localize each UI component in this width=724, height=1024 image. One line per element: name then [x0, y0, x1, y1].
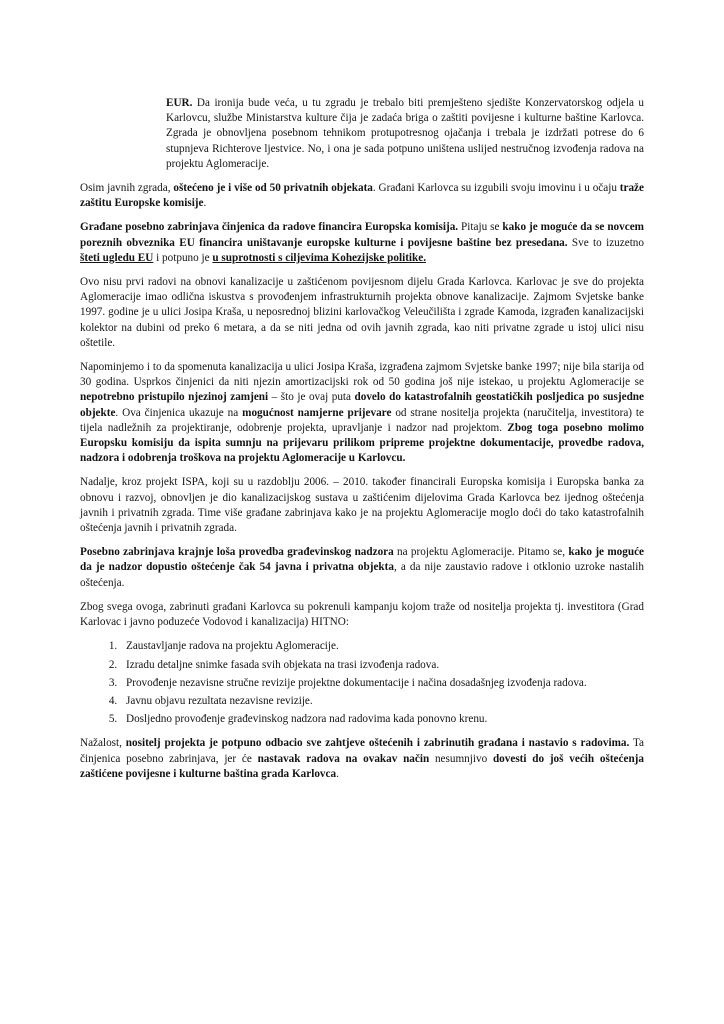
paragraph-eur-irony [80, 96, 644, 172]
text: . Građani Karlovca su izgubili svoju imovinu i u očaju [372, 182, 620, 195]
list-item: 1. Zaustavljanje radova na projektu Aglomeracije. [120, 639, 644, 654]
paragraph-eu-financing [80, 220, 644, 266]
text-bold-underlined: šteti ugledu EU [80, 251, 154, 264]
text-bold: dovesti do još većih oštećenja zaštićene povijesne i kulturne baština grada Karlovca [80, 752, 644, 780]
paragraph-campaign [80, 600, 644, 630]
text: Napominjemo i to da spomenuta kanalizacija u ulici Josipa Kraša, izgrađena zajmom Svjetske banke 1997; nije bila starija od 30 godina. Usprkos činjenici da niti njezin amortizacijski rok od 50 godina još nije istekao, u projektu Aglomeracije se [80, 361, 644, 389]
list-item: 3. Provođenje nezavisne stručne revizije projektne dokumentacije i načina dosadašnjeg izvođenja radova. [120, 676, 644, 691]
text-bold: EUR. [166, 97, 193, 109]
paragraph-supervision [80, 545, 644, 591]
text: . [336, 767, 339, 780]
list-item: 4. Javnu objavu rezultata nezavisne revizije. [120, 694, 644, 709]
text-bold: kako je moguće da se novcem poreznih obveznika EU financira uništavanje europske kulturne i povijesne baštine bez presedana. [80, 221, 644, 249]
text-bold: nepotrebno pristupilo njezinoj zamjeni [80, 391, 269, 404]
text-bold: traže zaštitu Europske komisije [80, 182, 644, 210]
text: od strane nositelja projekta (naručitelja, investitora) te tijela nadležnih za projektiranje, odobrenje projekta, upravljanje i nadzor nad projektom. [80, 406, 644, 434]
text-bold: nositelj projekta je potpuno odbacio sve zahtjeve oštećenih i zabrinutih građana i nastavio s radovima. [125, 737, 630, 750]
text: Da ironija bude veća, u tu zgradu je trebalo biti premješteno sjedište Konzervatorskog odjela u Karlovcu, službe Ministarstva kulture čija je zadaća briga o zaštiti povijesne i kulturne baštine Karlovca. Zgrada je obnovljena posebnom tehnikom protupotresnog ojačanja i trebala je izdržati potrese do 6 stupnjeva Richterove ljestvice. No, i ona je sada potpuno uništena uslijed nestručnog izvođenja radova na projektu Aglomeracije. [166, 97, 644, 170]
text-bold: Posebno zabrinjava krajnje loša provedba građevinskog nadzora [80, 546, 394, 559]
paragraph-fraud-suspicion [80, 360, 644, 466]
text-bold: mogućnost namjerne prijevare [242, 406, 392, 419]
text: . [203, 197, 207, 210]
text-bold: kako je moguće da je nadzor dopustio oštećenje čak 54 javna i privatna objekta [80, 546, 644, 574]
text: Zbog svega ovoga, zabrinuti građani Karlovca su pokrenuli kampanju kojom traže od nositelja projekta tj. investitora (Grad Karlovac i javno poduzeće Vodovod i kanalizacija) HITNO: [80, 600, 644, 629]
text: . Ova činjenica ukazuje na [115, 406, 243, 419]
text-bold: Građane posebno zabrinjava činjenica da radove financira Europska komisija. [80, 221, 459, 234]
demands-list [80, 639, 644, 727]
paragraph-private-objects [80, 181, 644, 211]
text-bold: dovelo do katastrofalnih geostatičkih posljedica po susjedne objekte [80, 391, 644, 419]
list-item: 2. Izradu detaljne snimke fasada svih objekata na trasi izvođenja radova. [120, 658, 644, 673]
text: Ovo nisu prvi radovi na obnovi kanalizacije u zaštićenom povijesnom dijelu Grada Karlovca. Karlovac je sve do projekta Aglomeracije imao odlična iskustva s provođenjem infrastrukturnih projekta obnove kanalizacije. Zajmom Svjetske banke 1997. godine je u ulici Josipa Kraša, u neposrednoj blizini karlovačkog Veleučilišta i zgrade Kamoda, izgrađen kanalizacijski kolektor na dubini od preko 6 metara, a da se niti jedna od ovih javnih zgrada, kao niti privatne zgrade u istoj ulici nisu oštetile. [80, 276, 644, 349]
list-item: 5. Dosljedno provođenje građevinskog nadzora nad radovima kada ponovno krenu. [120, 712, 644, 727]
text: Pitaju se [458, 221, 503, 234]
paragraph-ispa-project [80, 475, 644, 536]
text: Sve to izuzetno [567, 236, 644, 249]
paragraph-conclusion [80, 736, 644, 782]
text-bold: nastavak radova na ovakav način [257, 752, 430, 765]
paragraph-previous-works [80, 275, 644, 351]
text: Nadalje, kroz projekt ISPA, koji su u razdoblju 2006. – 2010. također financirali Europska komisija i Europska banka za obnovu i razvoj, obnovljen je dio kanalizacijskog sustava u zaštićenim dijelovima Grada Karlovca bez ijednog oštećenja javnih i privatnih zgrada. Time više građane zabrinjava kako je na projektu Aglomeracije moglo doći do tako katastrofalnih oštećenja javnih i privatnih zgrada. [80, 476, 644, 535]
text: Nažalost, [80, 737, 126, 750]
text: Osim javnih zgrada, [80, 182, 174, 195]
text-bold: Zbog toga posebno molimo Europsku komisiju da ispita sumnju na prijevaru prilikom pripreme projektne dokumentacije, provedbe radova, nadzora i odobrenja troškova na projektu Aglomeracije u Karlovcu. [80, 421, 645, 465]
text: Ta činjenica posebno zabrinjava, jer će [80, 737, 644, 765]
text-bold: oštećeno je i više od 50 privatnih objekata [173, 182, 373, 195]
text: , a da nije zaustavio radove i otklonio uzroke nastalih oštećenja. [80, 561, 644, 589]
text: i potpuno je [153, 251, 213, 264]
text: – što je ovaj puta [268, 391, 355, 404]
text-bold-underlined: u suprotnosti s ciljevima Kohezijske politike. [212, 251, 427, 264]
text: na projektu Aglomeracije. Pitamo se, [393, 546, 569, 559]
text: nesumnjivo [429, 752, 493, 765]
